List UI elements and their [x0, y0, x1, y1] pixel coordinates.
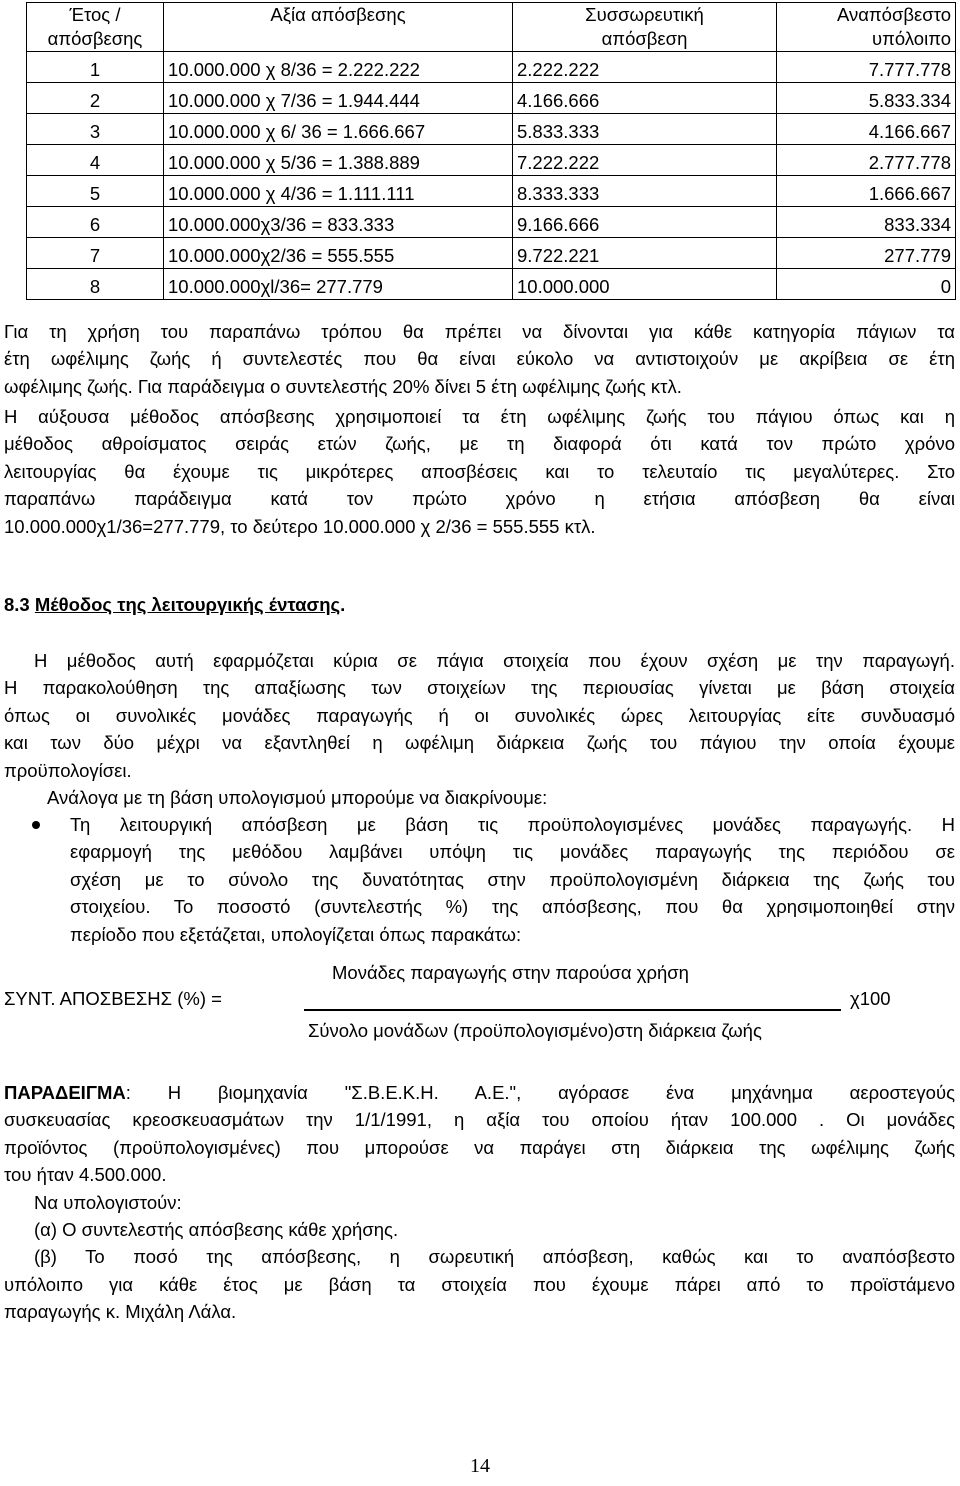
bullet-icon [32, 821, 40, 829]
header-accumulated: Συσσωρευτική απόσβεση [513, 3, 777, 52]
formula-denominator: Σύνολο μονάδων (προϋπολογισμένο)στη διάρκεια ζωής [308, 1020, 762, 1041]
paragraph-increasing-method: Η αύξουσα μέθοδος απόσβεσης χρησιμοποιεί τα έτη ωφέλιμης ζωής του πάγιου όπως και η μέθοδος αθροίσματος σειράς ετών ζωής, με τη διαφορά ότι κατά τον πρώτο χρόνο λειτουργίας θα έχουμε τις μικρότερες αποσβέσεις και το τελευταίο τις μεγαλύτερες. Στο παραπάνω παράδειγμα κατά τον πρώτο χρόνο η ετήσια απόσβεση θα είναι 10.000.000χ1/36=277.779, το δεύτερο 10.000.000 χ 2/36 = 555.555 κτλ. [4, 406, 955, 537]
depreciation-table [26, 2, 956, 300]
cell-accumulated: 8.333.333 [513, 176, 777, 207]
cell-remaining: 277.779 [777, 238, 956, 269]
table-header-row [27, 3, 956, 52]
cell-year: 6 [27, 207, 164, 238]
cell-remaining: 2.777.778 [777, 145, 956, 176]
cell-accumulated: 9.722.221 [513, 238, 777, 269]
paragraph-example: ΠΑΡΑΔΕΙΓΜΑ: Η βιομηχανία "Σ.Β.Ε.Κ.Η. Α.Ε.", αγόρασε ένα μηχάνημα αεροστεγούς συσκευασίας κρεοσκευασμάτων την 1/1/1991, η αξία του οποίου ήταν 100.000 . Οι μονάδες προϊόντος (προϋπολογισμένες) που μπορούσε να παράγει στη διάρκεια της ωφέλιμης ζωής του ήταν 4.500.000. Να υπολογιστούν: (α) Ο συντελεστής απόσβεσης κάθε χρήσης. (β) Το ποσό της απόσβεσης, η σωρευτική απόσβεση, καθώς και το αναπόσβεστο υπόλοιπο για κάθε έτος με βάση τα στοιχεία που έχουμε πάρει από το προϊστάμενο παραγωγής κ. Μιχάλη Λάλα. [4, 1082, 955, 1323]
formula-label: ΣΥΝΤ. ΑΠΟΣΒΕΣΗΣ (%) = [4, 988, 222, 1009]
formula-multiplier: χ100 [850, 988, 891, 1009]
cell-value: 10.000.000 χ 6/ 36 = 1.666.667 [164, 114, 513, 145]
cell-year: 3 [27, 114, 164, 145]
cell-accumulated: 9.166.666 [513, 207, 777, 238]
cell-value: 10.000.000χl/36= 277.779 [164, 269, 513, 300]
cell-year: 8 [27, 269, 164, 300]
section-heading: 8.3 Μέθοδος της λειτουργικής έντασης. [4, 594, 346, 615]
cell-remaining: 0 [777, 269, 956, 300]
page-number: 14 [470, 1455, 490, 1477]
cell-remaining: 833.334 [777, 207, 956, 238]
table-row [27, 114, 956, 145]
table-row [27, 83, 956, 114]
cell-year: 5 [27, 176, 164, 207]
cell-year: 7 [27, 238, 164, 269]
formula-numerator: Μονάδες παραγωγής στην παρούσα χρήση [332, 962, 689, 983]
table-row [27, 145, 956, 176]
cell-value: 10.000.000χ3/36 = 833.333 [164, 207, 513, 238]
cell-year: 2 [27, 83, 164, 114]
cell-value: 10.000.000 χ 5/36 = 1.388.889 [164, 145, 513, 176]
fraction-line [304, 1009, 841, 1011]
cell-remaining: 4.166.667 [777, 114, 956, 145]
cell-accumulated: 10.000.000 [513, 269, 777, 300]
cell-value: 10.000.000 χ 8/36 = 2.222.222 [164, 52, 513, 83]
cell-accumulated: 7.222.222 [513, 145, 777, 176]
cell-year: 1 [27, 52, 164, 83]
table-row [27, 52, 956, 83]
table-row [27, 176, 956, 207]
paragraph-intensity-method: Η μέθοδος αυτή εφαρμόζεται κύρια σε πάγια στοιχεία που έχουν σχέση με την παραγωγή. Η παρακολούθηση της απαξίωσης των στοιχείων της περιουσίας γίνεται με βάση στοιχεία όπως οι συνολικές μονάδες παραγωγής ή οι συνολικές ώρες λειτουργίας είτε συνδυασμό και των δύο μέχρι να εξαντληθεί η ωφέλιμη διάρκεια ζωής του πάγιου την οποία έχουμε προϋπολογίσει. Ανάλογα με τη βάση υπολογισμού μπορούμε να διακρίνουμε: [4, 650, 955, 809]
cell-value: 10.000.000 χ 4/36 = 1.111.111 [164, 176, 513, 207]
depreciation-formula [4, 962, 955, 1052]
cell-remaining: 1.666.667 [777, 176, 956, 207]
cell-accumulated: 5.833.333 [513, 114, 777, 145]
cell-value: 10.000.000 χ 7/36 = 1.944.444 [164, 83, 513, 114]
cell-value: 10.000.000χ2/36 = 555.555 [164, 238, 513, 269]
cell-accumulated: 4.166.666 [513, 83, 777, 114]
table-row [27, 207, 956, 238]
bullet-list [4, 811, 955, 948]
cell-remaining: 5.833.334 [777, 83, 956, 114]
cell-accumulated: 2.222.222 [513, 52, 777, 83]
example-label: ΠΑΡΑΔΕΙΓΜΑ [4, 1082, 126, 1103]
cell-year: 4 [27, 145, 164, 176]
cell-remaining: 7.777.778 [777, 52, 956, 83]
header-value: Αξία απόσβεσης [164, 3, 513, 52]
paragraph-usage: Για τη χρήση του παραπάνω τρόπου θα πρέπει να δίνονται για κάθε κατηγορία πάγιων τα έτη ωφέλιμης ζωής ή συντελεστές που θα είναι εύκολο να αντιστοιχούν με ακρίβεια σε έτη ωφέλιμης ζωής. Για παράδειγμα ο συντελεστής 20% δίνει 5 έτη ωφέλιμης ζωής κτλ. [4, 321, 955, 397]
list-item: Τη λειτουργική απόσβεση με βάση τις προϋπολογισμένες μονάδες παραγωγής. Η εφαρμογή της μεθόδου λαμβάνει υπόψη τις μονάδες παραγωγής της περιόδου σε σχέση με το σύνολο της δυνατότητας στην προϋπολογισμένη διάρκεια της ζωής του στοιχείου. Το ποσοστό (συντελεστής %) της απόσβεσης, που θα χρησιμοποιηθεί στην περίοδο που εξετάζεται, υπολογίζεται όπως παρακάτω: [4, 811, 955, 948]
header-remaining: Αναπόσβεστο υπόλοιπο [777, 3, 956, 52]
table-row [27, 269, 956, 300]
header-year: Έτος / απόσβεσης [27, 3, 164, 52]
table-row [27, 238, 956, 269]
